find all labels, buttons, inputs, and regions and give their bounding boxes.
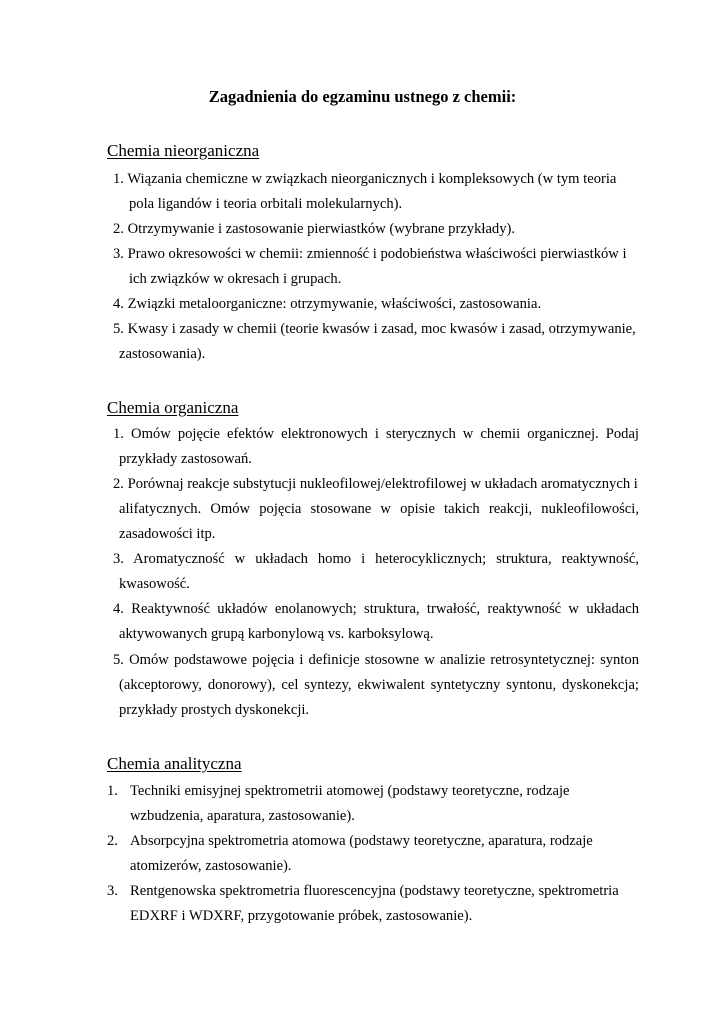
section-heading-organic: Chemia organiczna [107,398,239,417]
page-title: Zagadnienia do egzaminu ustnego z chemii: [208,87,517,106]
list-item [107,829,637,879]
item-number: 3. [113,551,124,567]
item-number: 1. [113,171,124,187]
list-item [107,779,637,829]
list-item [113,242,633,292]
item-number: 4. [113,601,124,617]
item-line: ich związków w okresach i grupach. [129,271,342,287]
list-item [113,167,633,217]
item-number: 3. [107,883,118,899]
list-item [113,292,633,317]
item-line: (akceptorowy, donorowy), cel syntezy, ekwiwalent syntetyczny syntonu, dyskonekcja; [119,677,639,693]
item-line: zasadowości itp. [119,526,216,542]
item-line: Rentgenowska spektrometria fluorescencyjna (podstawy teoretyczne, spektrometria [130,883,619,899]
item-line: alifatycznych. Omów pojęcia stosowane w opisie takich reakcji, nukleofilowości, [119,501,639,517]
item-number: 2. [113,476,124,492]
item-line: przykłady prostych dyskonekcji. [119,702,310,718]
item-line: EDXRF i WDXRF, przygotowanie próbek, zastosowanie). [130,908,473,924]
item-line: Wiązania chemiczne w związkach nieorganicznych i kompleksowych (w tym teoria [127,171,617,187]
item-line: Omów podstawowe pojęcia i definicje stosowne w analizie retrosyntetycznej: synton [129,652,639,668]
item-line: przykłady zastosowań. [119,451,252,467]
section-heading-analytical: Chemia analityczna [107,754,242,773]
item-line: Kwasy i zasady w chemii (teorie kwasów i zasad, moc kwasów i zasad, otrzymywanie, [127,321,636,337]
item-line: Związki metaloorganiczne: otrzymywanie, właściwości, zastosowania. [127,296,542,312]
list-item [113,547,639,597]
list-item [113,217,633,242]
item-line: Otrzymywanie i zastosowanie pierwiastków (wybrane przykłady). [127,221,516,237]
list-item [113,317,643,367]
item-line: pola ligandów i teoria orbitali molekularnych). [129,196,403,212]
item-number: 2. [113,221,124,237]
item-line: Absorpcyjna spektrometria atomowa (podstawy teoretyczne, aparatura, rodzaje [130,833,593,849]
item-line: aktywowanych grupą karbonylową vs. karboksylową. [119,626,434,642]
item-line: Prawo okresowości w chemii: zmienność i podobieństwa właściwości pierwiastków i [127,246,627,262]
item-line: Porównaj reakcje substytucji nukleofilowej/elektrofilowej w układach aromatycznych i [127,476,638,492]
item-number: 1. [113,426,124,442]
item-number: 5. [113,321,124,337]
list-item [113,597,639,647]
list-item [113,422,639,472]
section-heading-inorganic: Chemia nieorganiczna [107,141,260,160]
item-line: Omów pojęcie efektów elektronowych i sterycznych w chemii organicznej. Podaj [131,426,639,442]
item-line: Techniki emisyjnej spektrometrii atomowej (podstawy teoretyczne, rodzaje [130,783,570,799]
item-number: 5. [113,652,124,668]
item-number: 4. [113,296,124,312]
item-number: 2. [107,833,118,849]
item-line: Aromatyczność w układach homo i heterocyklicznych; struktura, reaktywność, [133,551,639,567]
item-line: atomizerów, zastosowanie). [130,858,292,874]
item-line: zastosowania). [119,346,206,362]
item-line: wzbudzenia, aparatura, zastosowanie). [130,808,355,824]
item-line: Reaktywność układów enolanowych; struktura, trwałość, reaktywność w układach [131,601,639,617]
list-item [113,648,639,723]
item-line: kwasowość. [119,576,190,592]
list-item [107,879,637,929]
list-item [113,472,639,547]
item-number: 3. [113,246,124,262]
item-number: 1. [107,783,118,799]
